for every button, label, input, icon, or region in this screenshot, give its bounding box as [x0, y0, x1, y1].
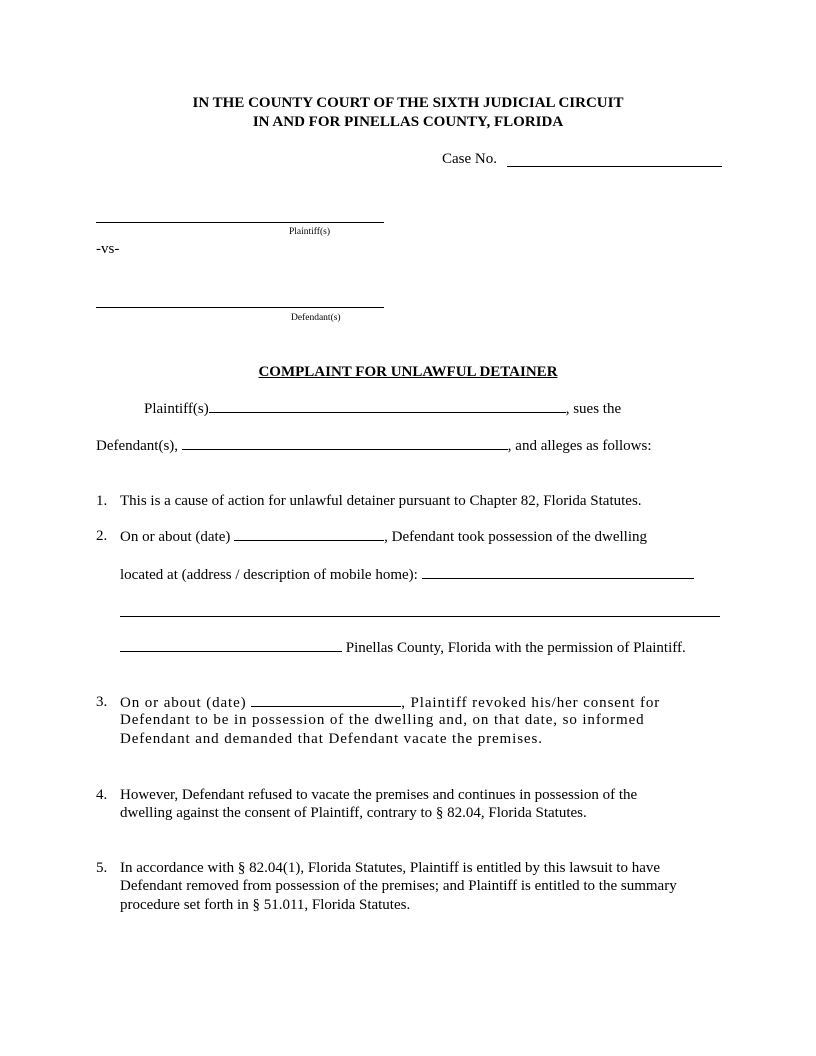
- case-no-label: Case No.: [442, 151, 497, 167]
- defendant-caption-label: Defendant(s): [291, 313, 341, 323]
- item-2-line-4: [120, 639, 686, 657]
- item-5-number: 5.: [96, 860, 108, 876]
- item-1-text: This is a cause of action for unlawful detainer pursuant to Chapter 82, Florida Statutes.: [120, 493, 642, 509]
- item-3-suffix: , Plaintiff revoked his/her consent for: [401, 695, 661, 711]
- intro-plaintiff-name-field[interactable]: [209, 400, 566, 413]
- intro-sues-the: , sues the: [565, 401, 622, 417]
- item-5-line-1: In accordance with § 82.04(1), Florida Statutes, Plaintiff is entitled by this lawsuit to have: [120, 860, 661, 876]
- item-2-address-field-3[interactable]: [120, 639, 342, 652]
- item-2-line-2: [120, 566, 694, 584]
- versus-label: -vs-: [96, 241, 120, 257]
- item-4-line-2: dwelling against the consent of Plaintiff, contrary to § 82.04, Florida Statutes.: [120, 805, 587, 821]
- item-2-county-suffix: Pinellas County, Florida with the permission of Plaintiff.: [345, 640, 686, 656]
- plaintiff-caption-label: Plaintiff(s): [289, 227, 330, 237]
- item-5-line-2: Defendant removed from possession of the premises; and Plaintiff is entitled to the summary: [120, 878, 677, 894]
- item-3-line-1: [120, 694, 660, 712]
- item-3-prefix: On or about (date): [120, 695, 247, 711]
- intro-defendant-prefix: Defendant(s),: [96, 438, 179, 454]
- item-2-number: 2.: [96, 528, 108, 544]
- intro-alleges: , and alleges as follows:: [507, 438, 652, 454]
- item-1-number: 1.: [96, 493, 108, 509]
- document-title: COMPLAINT FOR UNLAWFUL DETAINER: [258, 364, 558, 380]
- intro-plaintiff-prefix: Plaintiff(s): [144, 401, 209, 417]
- defendant-name-field[interactable]: [96, 307, 384, 308]
- item-5-line-3: procedure set forth in § 51.011, Florida Statutes.: [120, 897, 411, 913]
- case-no-field[interactable]: [507, 166, 722, 167]
- item-2-address-field-2[interactable]: [120, 616, 720, 617]
- intro-plaintiff-line: [144, 400, 621, 418]
- item-4-line-1: However, Defendant refused to vacate the premises and continues in possession of the: [120, 787, 638, 803]
- item-2-line-1: [120, 528, 647, 546]
- item-2-address-field[interactable]: [422, 566, 694, 579]
- intro-defendant-name-field[interactable]: [182, 437, 508, 450]
- item-3-line-2: Defendant to be in possession of the dwelling and, on that date, so informed: [120, 712, 645, 728]
- item-3-date-field[interactable]: [251, 694, 401, 707]
- item-4-number: 4.: [96, 787, 108, 803]
- item-2-prefix: On or about (date): [120, 529, 231, 545]
- intro-defendant-line: [96, 437, 652, 455]
- plaintiff-name-field[interactable]: [96, 222, 384, 223]
- item-2-date-field[interactable]: [234, 528, 384, 541]
- court-heading-line-2: IN AND FOR PINELLAS COUNTY, FLORIDA: [252, 114, 564, 130]
- court-heading-line-1: IN THE COUNTY COURT OF THE SIXTH JUDICIAL CIRCUIT: [192, 95, 624, 111]
- item-2-suffix: , Defendant took possession of the dwelling: [384, 529, 648, 545]
- item-2-address-label: located at (address / description of mobile home):: [120, 567, 418, 583]
- item-3-number: 3.: [96, 694, 108, 710]
- item-3-line-3: Defendant and demanded that Defendant vacate the premises.: [120, 731, 543, 747]
